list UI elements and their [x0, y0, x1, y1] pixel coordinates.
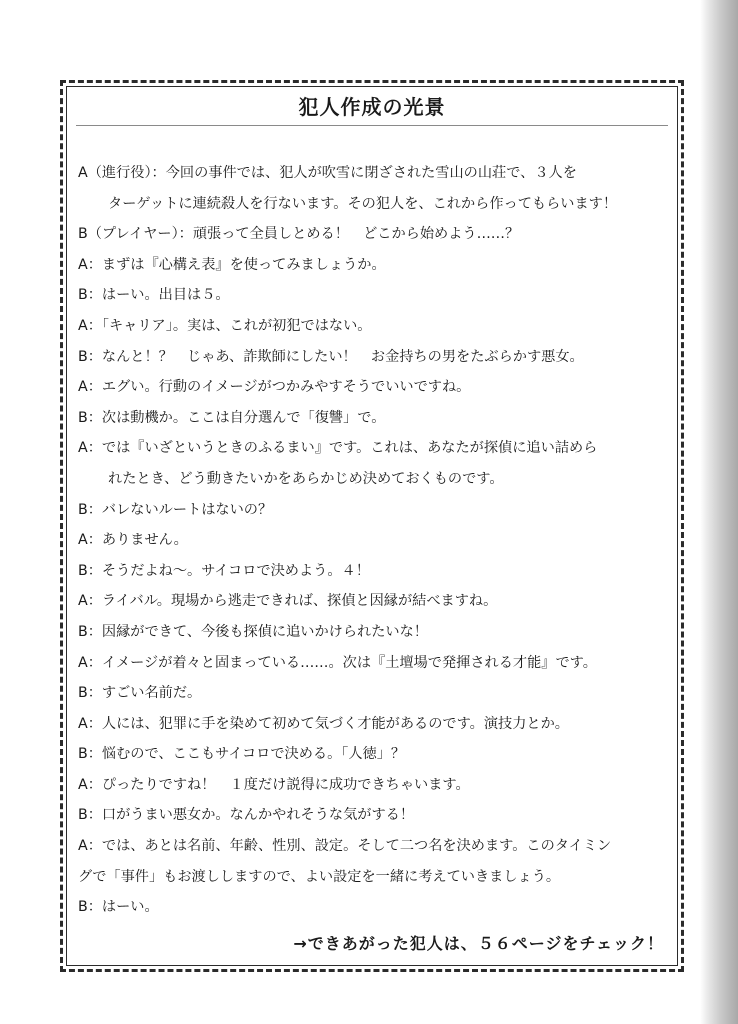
dialogue-line: B：次は動機か。ここは自分選んで「復讐」で。 — [78, 409, 386, 426]
dialogue-line: B：はーい。出目は５。 — [78, 287, 230, 304]
dialogue-line: A：では『いざというときのふるまい』です。これは、あなたが探偵に追い詰めら — [78, 440, 598, 457]
section-title: 犯人作成の光景 — [298, 95, 446, 119]
dialogue-line: れたとき、どう動きたいかをあらかじめ決めておくものです。 — [108, 470, 504, 487]
dialogue-line: B：なんと！？ じゃあ、詐欺師にしたい！ お金持ちの男をたぶらかす悪女。 — [78, 348, 584, 365]
dialogue-line: A：イメージが着々と固まっている……。次は『土壇場で発揮される才能』です。 — [78, 654, 597, 671]
page-reference-note: →できあがった犯人は、５６ページをチェック！ — [293, 934, 664, 953]
page-edge-shadow — [700, 0, 738, 1024]
dialogue-line: A（進行役）：今回の事件では、犯人が吹雪に閉ざされた雪山の山荘で、３人を — [78, 165, 577, 181]
title-divider — [76, 125, 668, 126]
dialogue-line: A：ありません。 — [78, 532, 188, 549]
dialogue-line: A：ぴったりですね！ １度だけ説得に成功できちゃいます。 — [78, 776, 470, 793]
dialogue-line: A：では、あとは名前、年齢、性別、設定。そして二つ名を決めます。このタイミン — [78, 838, 612, 855]
dialogue-line: A：ライバル。現場から逃走できれば、探偵と因縁が結べますね。 — [78, 593, 498, 610]
dialogue-line: B：はーい。 — [78, 899, 159, 916]
dialogue-line: A：人には、犯罪に手を染めて初めて気づく才能があるのです。演技力とか。 — [78, 715, 569, 732]
dialogue-line: B：バレないルートはないの？ — [78, 501, 273, 518]
dialogue-line: B：口がうまい悪女か。なんかやれそうな気がする！ — [78, 807, 415, 824]
dialogue-line: A：エグい。行動のイメージがつかみやすそうでいいですね。 — [78, 379, 471, 396]
dialogue-line: ターゲットに連続殺人を行ないます。その犯人を、これから作ってもらいます！ — [108, 195, 618, 212]
dialogue-line: B：悩むので、ここもサイコロで決める。「人徳」？ — [78, 746, 406, 763]
dialogue-line: グで「事件」もお渡ししますので、よい設定を一緒に考えていきましょう。 — [78, 868, 561, 885]
dialogue-line: B（プレイヤー）：頑張って全員しとめる！ どこから始めよう……？ — [78, 226, 520, 243]
dialogue-list — [78, 158, 674, 923]
dialogue-line: A：まずは『心構え表』を使ってみましょうか。 — [78, 256, 386, 273]
dialogue-line: B：すごい名前だ。 — [78, 685, 202, 702]
dialogue-line: B：そうだよね〜。サイコロで決めよう。４！ — [78, 562, 370, 579]
dialogue-line: A：「キャリア」。実は、これが初犯ではない。 — [78, 317, 372, 334]
dialogue-line: B：因縁ができて、今後も探偵に追いかけられたいな！ — [78, 623, 428, 640]
